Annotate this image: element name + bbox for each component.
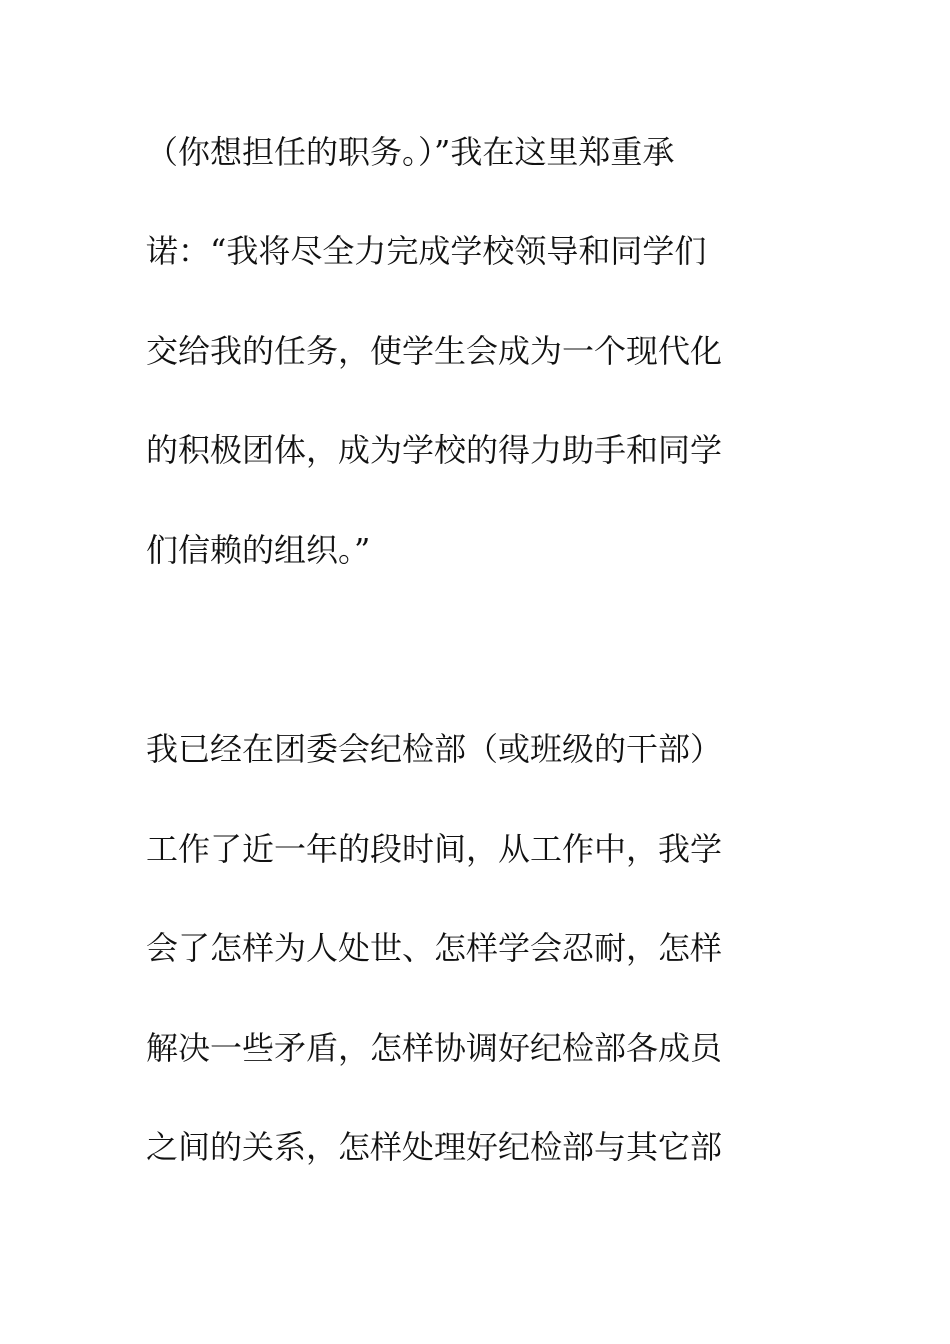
paragraph-1-line-1: （你想担任的职务。）”我在这里郑重承 xyxy=(146,133,675,171)
paragraph-2-line-3: 会了怎样为人处世、怎样学会忍耐，怎样 xyxy=(146,929,723,967)
paragraph-1-line-2: 诺：“我将尽全力完成学校领导和同学们 xyxy=(146,232,707,270)
paragraph-2-line-5: 之间的关系，怎样处理好纪检部与其它部 xyxy=(146,1128,723,1166)
paragraph-2-line-4: 解决一些矛盾，怎样协调好纪检部各成员 xyxy=(146,1029,723,1067)
paragraph-1-line-4: 的积极团体，成为学校的得力助手和同学 xyxy=(146,431,723,469)
paragraph-1-line-5: 们信赖的组织。” xyxy=(146,531,371,569)
paragraph-1-line-3: 交给我的任务，使学生会成为一个现代化 xyxy=(146,332,723,370)
paragraph-2-line-2: 工作了近一年的段时间，从工作中，我学 xyxy=(146,830,723,868)
paragraph-2-line-1: 我已经在团委会纪检部（或班级的干部） xyxy=(146,730,723,768)
